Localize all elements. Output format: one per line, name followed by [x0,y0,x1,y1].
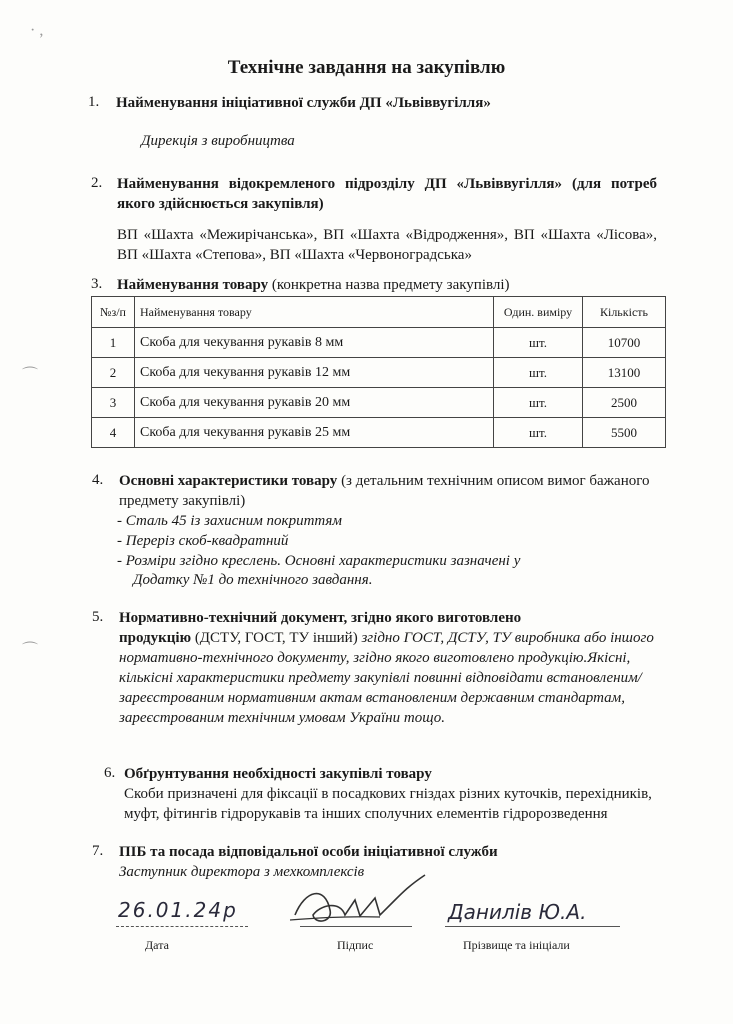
row-unit: шт. [494,328,583,358]
table-header-row [92,297,666,328]
row-qty: 5500 [583,418,666,448]
table-row [92,358,666,388]
section-number: 2. [91,175,103,191]
section-heading: Найменування товару [117,277,269,293]
section-number: 7. [92,843,104,859]
section-number: 5. [92,609,104,625]
row-name: Скоба для чекування рукавів 12 мм [135,358,494,388]
row-qty: 13100 [583,358,666,388]
bullet-item: - Розміри згідно креслень. Основні характеристики зазначені у [117,553,521,569]
section-heading: Основні характеристики товару [119,473,338,489]
row-unit: шт. [494,388,583,418]
row-name: Скоба для чекування рукавів 25 мм [135,418,494,448]
section-number: 3. [91,276,103,292]
goods-table [91,296,666,448]
table-row [92,388,666,418]
punch-hole-mark: ⌒ [22,367,39,384]
section-heading: Обґрунтування необхідності закупівлі товару [124,766,432,782]
document-title: Технічне завдання на закупівлю [227,57,506,78]
col-header-qty: Кількість [583,297,666,328]
date-label: Дата [145,938,169,952]
section-heading: продукцію [119,630,192,646]
row-unit: шт. [494,418,583,448]
section-number: 1. [88,94,100,110]
handwritten-date: 26.01.24р [118,898,238,922]
section-heading: ПІБ та посада відповідальної особи ініціативної служби [119,844,498,860]
signature-label: Підпис [337,938,374,952]
punch-hole-mark: ⌒ [22,642,39,659]
row-num: 4 [92,418,135,448]
section-heading-block [119,471,659,511]
section-heading-note: (конкретна назва предмету закупівлі) [271,277,510,293]
bullet-item: Додатку №1 до технічного завдання. [133,572,373,588]
row-qty: 10700 [583,328,666,358]
col-header-num: №з/п [92,297,135,328]
date-line [116,926,248,927]
scan-dot: · , [30,22,44,39]
section-heading: Найменування ініціативної служби ДП «Львіввугілля» [116,95,491,111]
table-row [92,328,666,358]
section-heading-note: (ДСТУ, ГОСТ, ТУ інший) [194,630,358,646]
row-qty: 2500 [583,388,666,418]
section-heading: Нормативно-технічний документ, згідно якого виготовлено [119,610,522,626]
col-header-name: Найменування товару [135,297,494,328]
section-heading-note: (з детальним технічним описом вимог бажаного предмету закупівлі) [119,473,650,509]
section-value: згідно ГОСТ, ДСТУ, ТУ виробника або іншого нормативно-технічного документу, згідно якого виготовлено продукцію.Якісні, кількісні характеристики предмету закупівлі повинні відповідати встановленим/зареєстрованим нормативним актам встановленим державним стандартам, зареєстрованим технічним умовам України тощо. [119,630,654,726]
signature-line [300,926,412,927]
name-line [445,926,620,927]
col-header-unit: Один. виміру [494,297,583,328]
bullet-item: - Переріз скоб-квадратний [117,533,289,549]
section-number: 6. [104,765,116,781]
section-value: Дирекція з виробництва [141,133,295,149]
section-value: ВП «Шахта «Межирічанська», ВП «Шахта «Відродження», ВП «Шахта «Лісова», ВП «Шахта «Степова», ВП «Шахта «Червоноградська» [117,227,657,263]
row-unit: шт. [494,358,583,388]
row-num: 2 [92,358,135,388]
row-name: Скоба для чекування рукавів 20 мм [135,388,494,418]
bullet-item: - Сталь 45 із захисним покриттям [117,513,342,529]
section-body [119,608,664,728]
section-number: 4. [92,472,104,488]
table-row [92,418,666,448]
row-num: 1 [92,328,135,358]
section-value: Заступник директора з мехкомплексів [119,864,365,880]
section-heading: Найменування відокремленого підрозділу ДП «Львіввугілля» (для потреб якого здійснюється закупівля) [117,176,657,212]
section-heading-line [117,275,510,295]
row-num: 3 [92,388,135,418]
row-name: Скоба для чекування рукавів 8 мм [135,328,494,358]
signature-scribble [285,870,435,940]
handwritten-name: Данилів Ю.А. [448,900,587,924]
section-value: Скоби призначені для фіксації в посадкових гніздах різних куточків, перехідників, муфт, фітингів гідрорукавів та інших сполучних елементів гідророзведення [124,786,652,822]
name-label: Прізвище та ініціали [463,938,570,952]
